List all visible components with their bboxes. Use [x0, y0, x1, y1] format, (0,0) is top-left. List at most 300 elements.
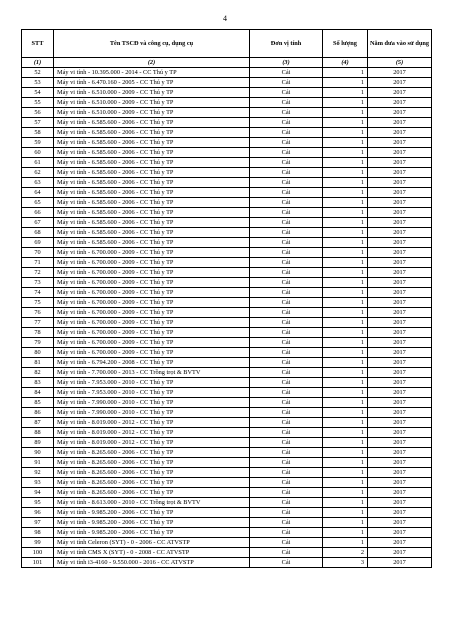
- table-row: [22, 338, 432, 348]
- row-asset-name: Máy vi tính - 6.585.600 - 2006 - CC Thú y TP: [54, 228, 250, 238]
- table-row: [22, 328, 432, 338]
- row-stt: 73: [22, 278, 54, 288]
- row-unit: Cái: [250, 88, 323, 98]
- row-stt: 98: [22, 528, 54, 538]
- row-year: 2017: [368, 418, 432, 428]
- row-stt: 78: [22, 328, 54, 338]
- table-row: [22, 98, 432, 108]
- row-asset-name: Máy vi tính - 6.585.600 - 2006 - CC Thú y TP: [54, 208, 250, 218]
- row-year: 2017: [368, 318, 432, 328]
- row-unit: Cái: [250, 178, 323, 188]
- row-stt: 96: [22, 508, 54, 518]
- table-row: [22, 238, 432, 248]
- row-quantity: 1: [323, 208, 368, 218]
- table-row: [22, 68, 432, 78]
- row-quantity: 1: [323, 408, 368, 418]
- row-quantity: 1: [323, 248, 368, 258]
- row-asset-name: Máy vi tính - 6.700.000 - 2009 - CC Thú y TP: [54, 338, 250, 348]
- table-row: [22, 78, 432, 88]
- row-asset-name: Máy vi tính CMS X (SYT) - 0 - 2008 - CC ATVSTP: [54, 548, 250, 558]
- row-stt: 52: [22, 68, 54, 78]
- row-year: 2017: [368, 378, 432, 388]
- row-unit: Cái: [250, 218, 323, 228]
- row-unit: Cái: [250, 428, 323, 438]
- row-unit: Cái: [250, 508, 323, 518]
- row-year: 2017: [368, 158, 432, 168]
- row-stt: 70: [22, 248, 54, 258]
- row-year: 2017: [368, 128, 432, 138]
- column-number: (4): [323, 58, 368, 68]
- row-asset-name: Máy vi tính - 8.019.000 - 2012 - CC Thú y TP: [54, 418, 250, 428]
- row-quantity: 1: [323, 468, 368, 478]
- row-stt: 66: [22, 208, 54, 218]
- row-unit: Cái: [250, 378, 323, 388]
- row-stt: 63: [22, 178, 54, 188]
- row-stt: 53: [22, 78, 54, 88]
- row-quantity: 1: [323, 418, 368, 428]
- row-stt: 75: [22, 298, 54, 308]
- row-stt: 72: [22, 268, 54, 278]
- table-row: [22, 358, 432, 368]
- row-year: 2017: [368, 448, 432, 458]
- row-year: 2017: [368, 218, 432, 228]
- row-stt: 54: [22, 88, 54, 98]
- row-year: 2017: [368, 548, 432, 558]
- table-row: [22, 418, 432, 428]
- row-unit: Cái: [250, 288, 323, 298]
- row-asset-name: Máy vi tính - 8.019.000 - 2012 - CC Thú y TP: [54, 438, 250, 448]
- row-stt: 89: [22, 438, 54, 448]
- row-unit: Cái: [250, 548, 323, 558]
- table-row: [22, 378, 432, 388]
- row-stt: 82: [22, 368, 54, 378]
- row-year: 2017: [368, 388, 432, 398]
- row-quantity: 1: [323, 388, 368, 398]
- row-asset-name: Máy vi tính - 6.700.000 - 2009 - CC Thú y TP: [54, 248, 250, 258]
- row-quantity: 1: [323, 238, 368, 248]
- row-stt: 67: [22, 218, 54, 228]
- row-quantity: 1: [323, 378, 368, 388]
- row-unit: Cái: [250, 118, 323, 128]
- row-asset-name: Máy vi tính - 6.585.600 - 2006 - CC Thú y TP: [54, 118, 250, 128]
- row-quantity: 1: [323, 348, 368, 358]
- row-year: 2017: [368, 438, 432, 448]
- row-stt: 79: [22, 338, 54, 348]
- row-stt: 71: [22, 258, 54, 268]
- row-asset-name: Máy vi tính - 9.985.200 - 2006 - CC Thú y TP: [54, 528, 250, 538]
- row-unit: Cái: [250, 238, 323, 248]
- row-stt: 58: [22, 128, 54, 138]
- header-stt: STT: [22, 30, 54, 58]
- row-year: 2017: [368, 238, 432, 248]
- row-stt: 99: [22, 538, 54, 548]
- row-asset-name: Máy vi tính - 6.700.000 - 2009 - CC Thú y TP: [54, 328, 250, 338]
- row-year: 2017: [368, 468, 432, 478]
- table-row: [22, 258, 432, 268]
- row-year: 2017: [368, 178, 432, 188]
- row-year: 2017: [368, 358, 432, 368]
- table-row: [22, 548, 432, 558]
- row-asset-name: Máy vi tính - 7.700.000 - 2013 - CC Trồng trọt & BVTV: [54, 368, 250, 378]
- table-row: [22, 318, 432, 328]
- row-unit: Cái: [250, 488, 323, 498]
- row-unit: Cái: [250, 158, 323, 168]
- table-row: [22, 278, 432, 288]
- table-body: [22, 68, 432, 568]
- asset-table: [21, 29, 432, 568]
- row-unit: Cái: [250, 408, 323, 418]
- row-year: 2017: [368, 328, 432, 338]
- table-row: [22, 468, 432, 478]
- row-stt: 57: [22, 118, 54, 128]
- row-year: 2017: [368, 508, 432, 518]
- row-quantity: 1: [323, 108, 368, 118]
- table-row: [22, 158, 432, 168]
- row-year: 2017: [368, 298, 432, 308]
- table-row: [22, 428, 432, 438]
- row-asset-name: Máy vi tính - 8.265.600 - 2006 - CC Thú y TP: [54, 458, 250, 468]
- table-row: [22, 168, 432, 178]
- table-row: [22, 528, 432, 538]
- table-row: [22, 508, 432, 518]
- row-stt: 60: [22, 148, 54, 158]
- row-stt: 100: [22, 548, 54, 558]
- row-year: 2017: [368, 478, 432, 488]
- row-year: 2017: [368, 228, 432, 238]
- row-stt: 80: [22, 348, 54, 358]
- header-unit: Đơn vị tính: [250, 30, 323, 58]
- row-quantity: 1: [323, 358, 368, 368]
- row-quantity: 1: [323, 298, 368, 308]
- row-year: 2017: [368, 108, 432, 118]
- row-unit: Cái: [250, 518, 323, 528]
- row-stt: 90: [22, 448, 54, 458]
- row-quantity: 1: [323, 188, 368, 198]
- row-quantity: 1: [323, 398, 368, 408]
- row-asset-name: Máy vi tính - 9.985.200 - 2006 - CC Thú y TP: [54, 518, 250, 528]
- table-row: [22, 308, 432, 318]
- row-unit: Cái: [250, 388, 323, 398]
- row-quantity: 1: [323, 428, 368, 438]
- row-unit: Cái: [250, 498, 323, 508]
- row-unit: Cái: [250, 338, 323, 348]
- row-quantity: 1: [323, 488, 368, 498]
- row-unit: Cái: [250, 188, 323, 198]
- row-unit: Cái: [250, 268, 323, 278]
- row-asset-name: Máy vi tính - 7.953.000 - 2010 - CC Thú y TP: [54, 388, 250, 398]
- header-asset-name: Tên TSCĐ và công cụ, dụng cụ: [54, 30, 250, 58]
- row-quantity: 1: [323, 538, 368, 548]
- row-unit: Cái: [250, 458, 323, 468]
- row-year: 2017: [368, 308, 432, 318]
- row-quantity: 1: [323, 148, 368, 158]
- column-number: (1): [22, 58, 54, 68]
- row-asset-name: Máy vi tính - 6.510.000 - 2009 - CC Thú y TP: [54, 88, 250, 98]
- row-year: 2017: [368, 148, 432, 158]
- row-year: 2017: [368, 138, 432, 148]
- row-stt: 86: [22, 408, 54, 418]
- row-year: 2017: [368, 268, 432, 278]
- row-asset-name: Máy vi tính - 7.990.000 - 2010 - CC Thú y TP: [54, 408, 250, 418]
- column-number: (3): [250, 58, 323, 68]
- row-asset-name: Máy vi tính Celeron (SYT) - 0 - 2006 - CC ATVSTP: [54, 538, 250, 548]
- column-number-row: [22, 58, 432, 68]
- row-year: 2017: [368, 498, 432, 508]
- row-stt: 92: [22, 468, 54, 478]
- row-unit: Cái: [250, 68, 323, 78]
- row-unit: Cái: [250, 308, 323, 318]
- row-unit: Cái: [250, 448, 323, 458]
- row-unit: Cái: [250, 128, 323, 138]
- row-stt: 85: [22, 398, 54, 408]
- row-stt: 55: [22, 98, 54, 108]
- table-row: [22, 518, 432, 528]
- row-quantity: 1: [323, 268, 368, 278]
- row-unit: Cái: [250, 258, 323, 268]
- row-asset-name: Máy vi tính - 8.265.600 - 2006 - CC Thú y TP: [54, 488, 250, 498]
- row-quantity: 1: [323, 498, 368, 508]
- table-row: [22, 218, 432, 228]
- row-asset-name: Máy vi tính - 6.585.600 - 2006 - CC Thú y TP: [54, 148, 250, 158]
- table-row: [22, 198, 432, 208]
- row-year: 2017: [368, 528, 432, 538]
- row-year: 2017: [368, 198, 432, 208]
- row-asset-name: Máy vi tính - 9.985.200 - 2006 - CC Thú y TP: [54, 508, 250, 518]
- row-quantity: 1: [323, 448, 368, 458]
- row-unit: Cái: [250, 78, 323, 88]
- table-row: [22, 498, 432, 508]
- row-asset-name: Máy vi tính - 8.019.000 - 2012 - CC Thú y TP: [54, 428, 250, 438]
- row-stt: 77: [22, 318, 54, 328]
- row-stt: 62: [22, 168, 54, 178]
- row-year: 2017: [368, 338, 432, 348]
- table-row: [22, 478, 432, 488]
- row-stt: 76: [22, 308, 54, 318]
- row-quantity: 1: [323, 198, 368, 208]
- row-quantity: 1: [323, 118, 368, 128]
- table-row: [22, 448, 432, 458]
- row-asset-name: Máy vi tính - 10.395.000 - 2014 - CC Thú y TP: [54, 68, 250, 78]
- table-row: [22, 458, 432, 468]
- row-stt: 74: [22, 288, 54, 298]
- row-asset-name: Máy vi tính - 6.585.600 - 2006 - CC Thú y TP: [54, 198, 250, 208]
- row-asset-name: Máy vi tính - 6.700.000 - 2009 - CC Thú y TP: [54, 298, 250, 308]
- table-row: [22, 268, 432, 278]
- row-stt: 93: [22, 478, 54, 488]
- table-row: [22, 118, 432, 128]
- row-unit: Cái: [250, 138, 323, 148]
- row-asset-name: Máy vi tính - 6.510.000 - 2009 - CC Thú y TP: [54, 98, 250, 108]
- row-asset-name: Máy vi tính - 6.794.200 - 2008 - CC Thú y TP: [54, 358, 250, 368]
- row-unit: Cái: [250, 438, 323, 448]
- table-row: [22, 298, 432, 308]
- row-unit: Cái: [250, 228, 323, 238]
- row-stt: 88: [22, 428, 54, 438]
- row-unit: Cái: [250, 478, 323, 488]
- row-asset-name: Máy vi tính - 8.265.600 - 2006 - CC Thú y TP: [54, 448, 250, 458]
- row-quantity: 1: [323, 68, 368, 78]
- table-row: [22, 128, 432, 138]
- row-year: 2017: [368, 118, 432, 128]
- row-quantity: 1: [323, 508, 368, 518]
- table-row: [22, 348, 432, 358]
- table-row: [22, 368, 432, 378]
- row-asset-name: Máy vi tính - 8.265.600 - 2006 - CC Thú y TP: [54, 468, 250, 478]
- row-stt: 61: [22, 158, 54, 168]
- row-quantity: 1: [323, 478, 368, 488]
- row-stt: 84: [22, 388, 54, 398]
- table-row: [22, 138, 432, 148]
- row-asset-name: Máy vi tính - 6.700.000 - 2009 - CC Thú y TP: [54, 258, 250, 268]
- row-asset-name: Máy vi tính - 6.700.000 - 2009 - CC Thú y TP: [54, 278, 250, 288]
- row-unit: Cái: [250, 98, 323, 108]
- row-stt: 95: [22, 498, 54, 508]
- table-row: [22, 438, 432, 448]
- row-year: 2017: [368, 208, 432, 218]
- row-year: 2017: [368, 348, 432, 358]
- row-quantity: 1: [323, 458, 368, 468]
- row-year: 2017: [368, 98, 432, 108]
- header-row: [22, 30, 432, 58]
- row-quantity: 1: [323, 218, 368, 228]
- row-unit: Cái: [250, 528, 323, 538]
- row-quantity: 1: [323, 278, 368, 288]
- table-row: [22, 388, 432, 398]
- row-unit: Cái: [250, 328, 323, 338]
- row-unit: Cái: [250, 208, 323, 218]
- row-year: 2017: [368, 168, 432, 178]
- row-stt: 56: [22, 108, 54, 118]
- row-asset-name: Máy vi tính - 7.953.000 - 2010 - CC Thú y TP: [54, 378, 250, 388]
- row-quantity: 3: [323, 558, 368, 568]
- row-year: 2017: [368, 278, 432, 288]
- table-row: [22, 538, 432, 548]
- row-year: 2017: [368, 538, 432, 548]
- table-row: [22, 248, 432, 258]
- row-unit: Cái: [250, 318, 323, 328]
- row-year: 2017: [368, 68, 432, 78]
- row-quantity: 1: [323, 528, 368, 538]
- table-row: [22, 398, 432, 408]
- table-row: [22, 558, 432, 568]
- row-year: 2017: [368, 78, 432, 88]
- row-asset-name: Máy vi tính - 6.700.000 - 2009 - CC Thú y TP: [54, 308, 250, 318]
- row-quantity: 1: [323, 288, 368, 298]
- row-quantity: 1: [323, 158, 368, 168]
- page-number: 4: [223, 14, 227, 23]
- table-row: [22, 288, 432, 298]
- table-row: [22, 188, 432, 198]
- row-year: 2017: [368, 398, 432, 408]
- row-asset-name: Máy vi tính - 6.585.600 - 2006 - CC Thú y TP: [54, 168, 250, 178]
- row-asset-name: Máy vi tính - 6.585.600 - 2006 - CC Thú y TP: [54, 138, 250, 148]
- row-quantity: 1: [323, 258, 368, 268]
- table-row: [22, 148, 432, 158]
- row-unit: Cái: [250, 198, 323, 208]
- row-year: 2017: [368, 288, 432, 298]
- row-quantity: 1: [323, 98, 368, 108]
- row-unit: Cái: [250, 368, 323, 378]
- row-year: 2017: [368, 488, 432, 498]
- row-unit: Cái: [250, 418, 323, 428]
- row-stt: 91: [22, 458, 54, 468]
- table-row: [22, 408, 432, 418]
- row-year: 2017: [368, 188, 432, 198]
- row-quantity: 2: [323, 548, 368, 558]
- table-row: [22, 228, 432, 238]
- row-asset-name: Máy vi tính - 6.470.160 - 2005 - CC Thú y TP: [54, 78, 250, 88]
- row-unit: Cái: [250, 108, 323, 118]
- table-row: [22, 488, 432, 498]
- row-year: 2017: [368, 258, 432, 268]
- row-unit: Cái: [250, 538, 323, 548]
- table-row: [22, 208, 432, 218]
- row-stt: 83: [22, 378, 54, 388]
- row-stt: 94: [22, 488, 54, 498]
- row-unit: Cái: [250, 468, 323, 478]
- row-asset-name: Máy vi tính - 6.585.600 - 2006 - CC Thú y TP: [54, 188, 250, 198]
- row-asset-name: Máy vi tính - 6.585.600 - 2006 - CC Thú y TP: [54, 158, 250, 168]
- row-year: 2017: [368, 88, 432, 98]
- row-year: 2017: [368, 458, 432, 468]
- row-asset-name: Máy vi tính - 8.613.000 - 2010 - CC Trồng trọt & BVTV: [54, 498, 250, 508]
- row-asset-name: Máy vi tính - 6.585.600 - 2006 - CC Thú y TP: [54, 178, 250, 188]
- row-quantity: 1: [323, 168, 368, 178]
- row-asset-name: Máy vi tính - 6.585.600 - 2006 - CC Thú y TP: [54, 238, 250, 248]
- row-unit: Cái: [250, 398, 323, 408]
- row-asset-name: Máy vi tính i3-4160 - 9.550.000 - 2016 - CC ATVSTP: [54, 558, 250, 568]
- row-stt: 68: [22, 228, 54, 238]
- row-asset-name: Máy vi tính - 6.510.000 - 2009 - CC Thú y TP: [54, 108, 250, 118]
- row-quantity: 1: [323, 338, 368, 348]
- row-stt: 69: [22, 238, 54, 248]
- row-asset-name: Máy vi tính - 6.585.600 - 2006 - CC Thú y TP: [54, 218, 250, 228]
- row-quantity: 1: [323, 438, 368, 448]
- row-asset-name: Máy vi tính - 8.265.600 - 2006 - CC Thú y TP: [54, 478, 250, 488]
- table-row: [22, 178, 432, 188]
- row-asset-name: Máy vi tính - 7.990.000 - 2010 - CC Thú y TP: [54, 398, 250, 408]
- row-quantity: 1: [323, 178, 368, 188]
- row-quantity: 1: [323, 228, 368, 238]
- row-quantity: 1: [323, 308, 368, 318]
- row-quantity: 1: [323, 318, 368, 328]
- row-asset-name: Máy vi tính - 6.700.000 - 2009 - CC Thú y TP: [54, 268, 250, 278]
- row-asset-name: Máy vi tính - 6.700.000 - 2009 - CC Thú y TP: [54, 318, 250, 328]
- header-quantity: Số lượng: [323, 30, 368, 58]
- row-unit: Cái: [250, 278, 323, 288]
- row-quantity: 1: [323, 78, 368, 88]
- row-stt: 87: [22, 418, 54, 428]
- row-quantity: 1: [323, 518, 368, 528]
- table-row: [22, 88, 432, 98]
- row-asset-name: Máy vi tính - 6.585.600 - 2006 - CC Thú y TP: [54, 128, 250, 138]
- row-unit: Cái: [250, 248, 323, 258]
- row-unit: Cái: [250, 558, 323, 568]
- row-stt: 101: [22, 558, 54, 568]
- row-asset-name: Máy vi tính - 6.700.000 - 2009 - CC Thú y TP: [54, 288, 250, 298]
- table-row: [22, 108, 432, 118]
- row-year: 2017: [368, 518, 432, 528]
- row-year: 2017: [368, 248, 432, 258]
- row-year: 2017: [368, 428, 432, 438]
- row-stt: 59: [22, 138, 54, 148]
- row-unit: Cái: [250, 358, 323, 368]
- row-stt: 65: [22, 198, 54, 208]
- row-year: 2017: [368, 368, 432, 378]
- row-unit: Cái: [250, 168, 323, 178]
- row-stt: 64: [22, 188, 54, 198]
- row-quantity: 1: [323, 138, 368, 148]
